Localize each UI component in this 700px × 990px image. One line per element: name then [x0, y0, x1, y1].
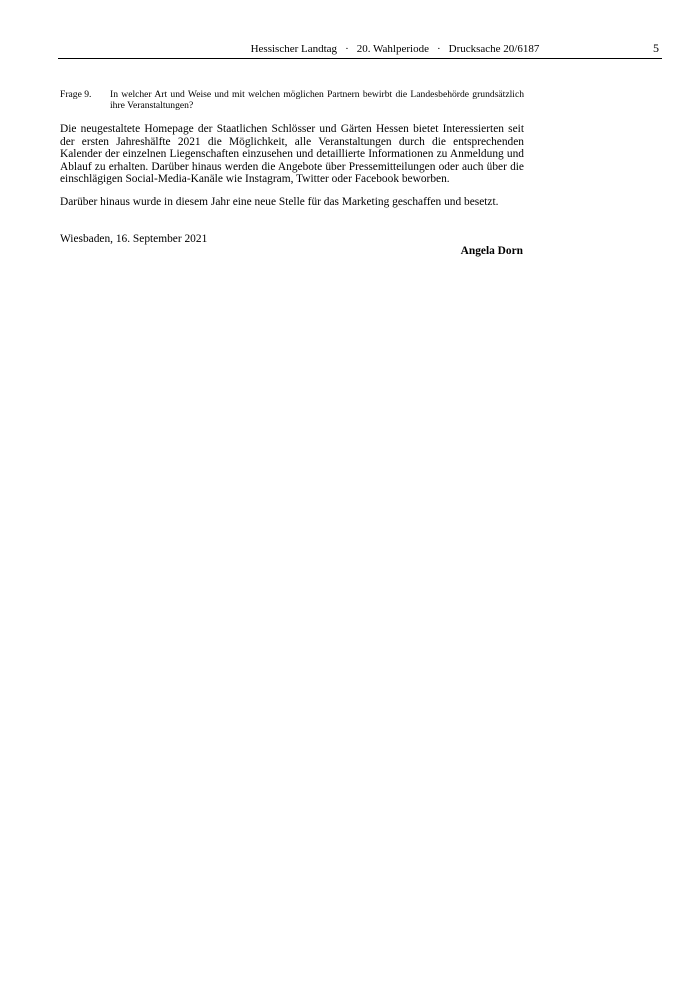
question-text: In welcher Art und Weise und mit welchen möglichen Partnern bewirbt die Landesbehörde grundsätzlich ihre Veranstaltungen?: [110, 89, 524, 111]
header-separator: ·: [345, 43, 349, 55]
header-document-number: Drucksache 20/6187: [448, 43, 540, 55]
header-info: [213, 42, 577, 56]
question-block: [60, 90, 524, 111]
answer-block-2: [60, 196, 524, 209]
signatory-name: Angela Dorn: [460, 245, 523, 257]
header-period: 20. Wahlperiode: [356, 43, 429, 55]
page-header: [58, 42, 662, 59]
answer-paragraph-1: Die neugestaltete Homepage der Staatlichen Schlösser und Gärten Hessen bietet Interessierten seit der ersten Jahreshälfte 2021 die Möglichkeit, alle Veranstaltungen durch die entsprechenden Kalender der einzelnen Liegenschaften einzusehen und detaillierte Informationen zu Anmeldung und Ablauf zu erhalten. Darüber hinaus werden die Angebote über Pressemitteilungen oder auch über die einschlägigen Social-Media-Kanäle wie Instagram, Twitter oder Facebook beworben.: [60, 123, 524, 186]
header-parliament: Hessischer Landtag: [250, 43, 338, 55]
page-number: 5: [653, 41, 659, 55]
question-label: Frage 9.: [60, 89, 92, 100]
answer-block: [60, 123, 524, 186]
answer-paragraph-2: Darüber hinaus wurde in diesem Jahr eine neue Stelle für das Marketing geschaffen und besetzt.: [60, 196, 499, 208]
place-and-date: Wiesbaden, 16. September 2021: [60, 233, 208, 245]
header-separator: ·: [436, 43, 441, 55]
